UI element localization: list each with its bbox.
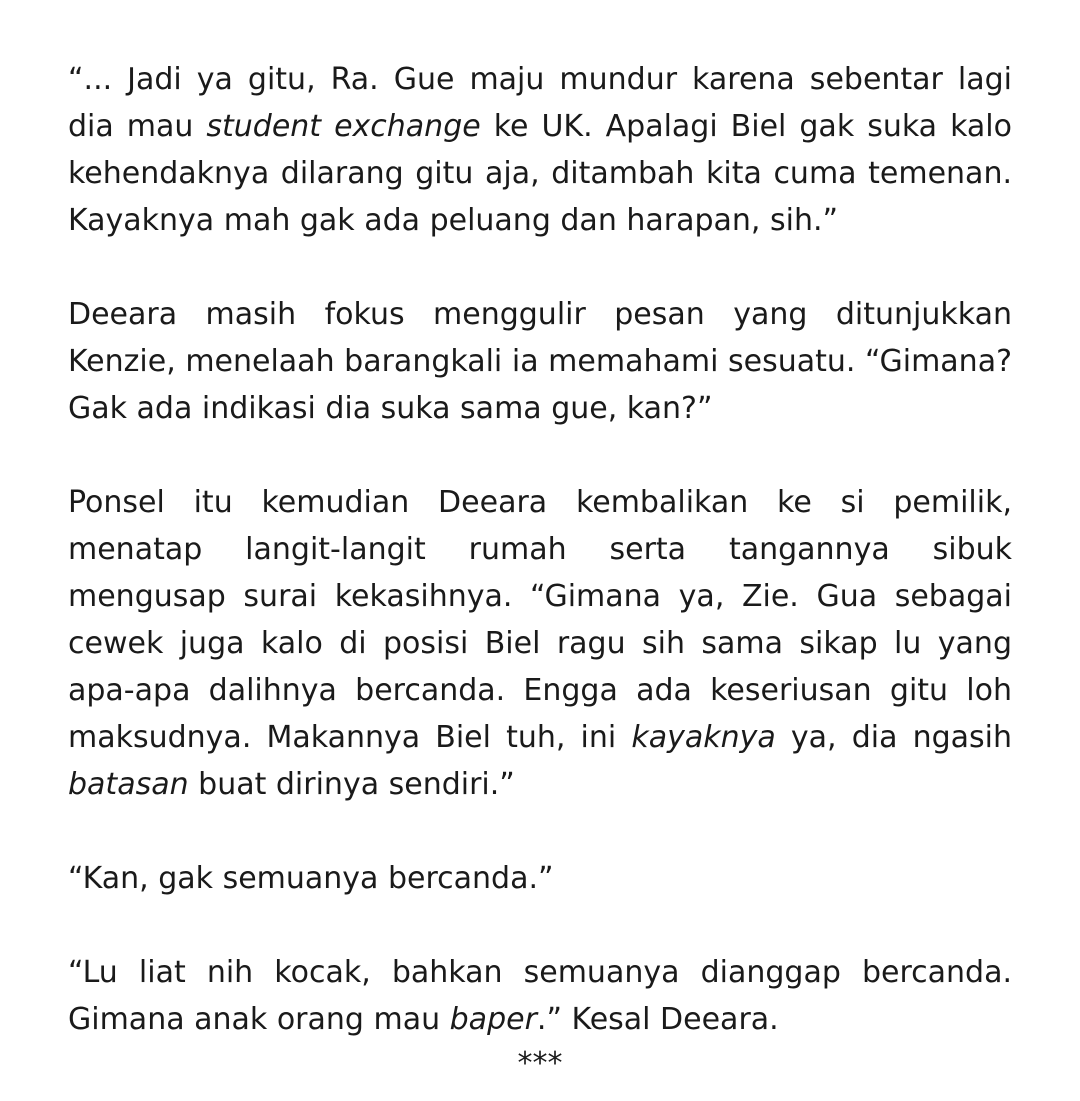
paragraph-5-italic-run: baper (449, 1002, 537, 1037)
paragraph-1-italic-run: student exchange (206, 109, 481, 144)
paragraph-5-run-1: “Lu liat nih kocak, bahkan semuanya dianggap bercanda. Gimana anak orang mau (68, 955, 1012, 1037)
paragraph-1 (68, 56, 1012, 244)
paragraph-3-run-3: ya, dia ngasih (775, 720, 1013, 755)
paragraph-4-run-1: “Kan, gak semuanya bercanda.” (68, 861, 554, 896)
paragraph-5 (68, 949, 1012, 1043)
paragraph-4 (68, 855, 1012, 902)
paragraph-2-run-1: Deeara masih fokus menggulir pesan yang ditunjukkan Kenzie, menelaah barangkali ia memahami sesuatu. “Gimana? Gak ada indikasi dia suka sama gue, kan?” (68, 297, 1012, 426)
paragraph-3 (68, 479, 1012, 808)
document-body (68, 56, 1012, 1090)
paragraph-3-run-5: buat dirinya sendiri.” (188, 767, 515, 802)
paragraph-2 (68, 291, 1012, 432)
paragraph-3-italic-run-2: batasan (68, 767, 189, 802)
paragraph-1-run-3: ke UK. Apalagi Biel gak suka kalo kehendaknya dilarang gitu aja, ditambah kita cuma temenan. Kayaknya mah gak ada peluang dan harapan, sih.” (68, 109, 1012, 238)
scene-break-separator: *** (517, 1046, 563, 1081)
paragraph-5-run-3: .” Kesal Deeara. (536, 1002, 779, 1037)
paragraph-3-run-1: Ponsel itu kemudian Deeara kembalikan ke si pemilik, menatap langit-langit rumah serta tangannya sibuk mengusap surai kekasihnya. “Gimana ya, Zie. Gua sebagai cewek juga kalo di posisi Biel ragu sih sama sikap lu yang apa-apa dalihnya bercanda. Engga ada keseriusan gitu loh maksudnya. Makannya Biel tuh, ini (68, 485, 1012, 755)
paragraph-3-italic-run-1: kayaknya (631, 720, 776, 755)
paragraph-1-run-1: “... Jadi ya gitu, Ra. Gue maju mundur karena sebentar lagi dia mau (68, 62, 1012, 144)
